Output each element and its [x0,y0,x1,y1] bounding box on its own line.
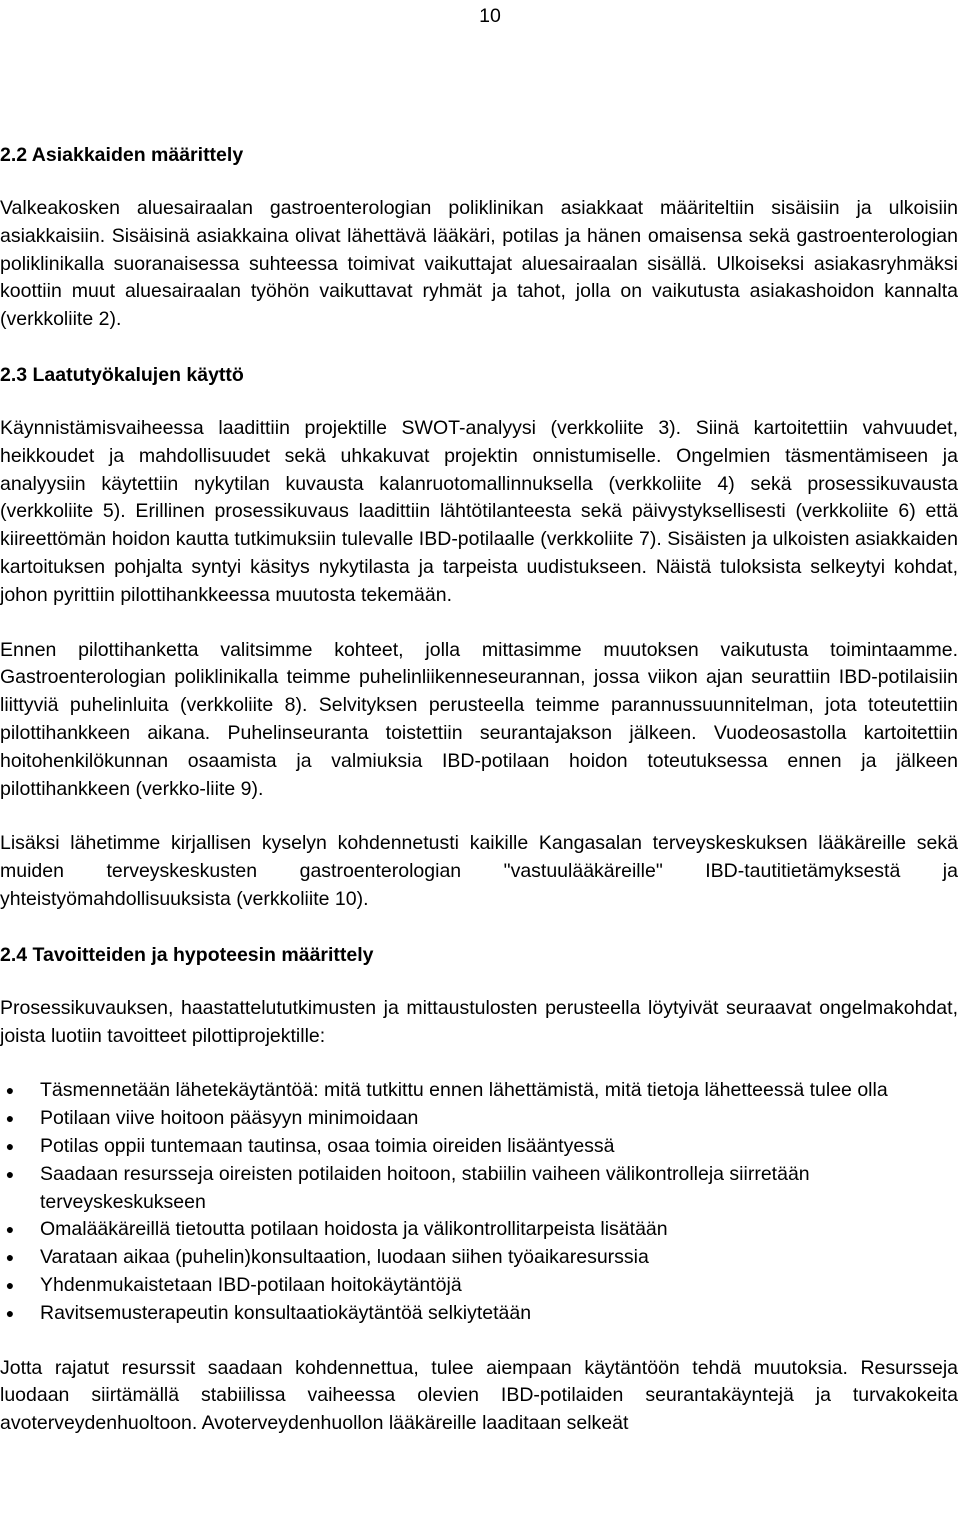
paragraph: Käynnistämisvaiheessa laadittiin projektille SWOT-analyysi (verkkoliite 3). Siinä kartoitettiin vahvuudet, heikkoudet ja mahdollisuudet sekä uhkakuvat projektin onnistumiselle. Ongelmien täsmentämiseen ja analyysiin käytettiin nykytilan kuvausta kalanruotomallinnuksella (verkkoliite 4) sekä prosessikuvausta (verkkoliite 5). Erillinen prosessikuvaus laadittiin lähtötilanteesta sekä päivystyksellisesti (verkkoliite 6) että kiireettömän hoidon kautta tutkimuksiin tulevalle IBD-potilaalle (verkkoliite 7). Sisäisten ja ulkoisten asiakkaiden kartoituksen pohjalta syntyi käsitys nykytilasta ja tarpeista uudistukseen. Näistä tuloksista selkeytyi kohdat, johon pyrittiin pilottihankkeessa muutosta tekemään. [0,416,958,606]
list-item-text: Saadaan resursseja oireisten potilaiden hoitoon, stabiilin vaiheen välikontrolleja siirretään terveyskeskukseen [40,1162,810,1213]
list-item [0,1161,958,1217]
list-item-text: Varataan aikaa (puhelin)konsultaation, luodaan siihen työaikaresurssia [40,1246,649,1269]
list-item [0,1272,958,1300]
bullet-icon: ● [5,1221,15,1238]
bullet-icon: ● [5,1165,15,1182]
list-item-text: Potilaan viive hoitoon pääsyyn minimoidaan [40,1107,419,1130]
section-heading: 2.3 Laatutyökalujen käyttö [0,363,244,386]
paragraph: Jotta rajatut resurssit saadaan kohdennettua, tulee aiempaan käytäntöön tehdä muutoksia. Resursseja luodaan siirtämällä stabiilissa vaiheessa olevien IBD-potilaiden seurantakäyntejä ja turvakokeita avoterveydenhuoltoon. Avoterveydenhuollon lääkäreille laaditaan selkeät [0,1356,958,1435]
section-asiakkaiden-maarittely [0,141,958,334]
paragraph: Valkeakosken aluesairaalan gastroenterologian poliklinikan asiakkaat määriteltiin sisäisiin ja ulkoisiin asiakkaisiin. Sisäisinä asiakkaina olivat lähettävä lääkäri, potilas ja hänen omaisensa sekä gastroenterologian poliklinikalla suoranaisessa suhteessa toimivat vaikuttajat aluesairaalan sisällä. Ulkoiseksi asiakasryhmäksi koottiin muut aluesairaalan työhön vaikuttavat ryhmät ja tahot, jolla on vaikutusta asiakashoidon kannalta (verkkoliite 2). [0,197,958,331]
list-item [0,1244,958,1272]
section-tavoitteiden-maarittely [0,941,958,1438]
bullet-icon: ● [5,1137,15,1154]
section-laatutyokalujen-kaytto [0,361,958,914]
page-number: 10 [479,5,501,27]
list-item-text: Täsmennetään lähetekäytäntöä: mitä tutkittu ennen lähettämistä, mitä tietoja lähetteessä tulee olla [40,1079,888,1102]
bullet-icon: ● [5,1304,15,1321]
bullet-icon: ● [5,1249,15,1266]
paragraph: Prosessikuvauksen, haastattelututkimusten ja mittaustulosten perusteella löytyivät seuraavat ongelmakohdat, joista luotiin tavoitteet pilottiprojektille: [0,996,958,1047]
list-item [0,1133,958,1161]
paragraph: Lisäksi lähetimme kirjallisen kyselyn kohdennetusti kaikille Kangasalan terveyskeskuksen lääkäreille sekä muiden terveyskeskusten gastroenterologian "vastuulääkäreille" IBD-tautitietämyksestä ja yhteistyömahdollisuuksista (verkkoliite 10). [0,832,958,910]
list-item [0,1105,958,1133]
list-item [0,1077,958,1105]
list-item [0,1300,958,1328]
list-item-text: Omalääkäreillä tietoutta potilaan hoidosta ja välikontrollitarpeista lisätään [40,1218,668,1241]
section-heading: 2.2 Asiakkaiden määrittely [0,144,244,166]
section-heading: 2.4 Tavoitteiden ja hypoteesin määrittely [0,943,374,966]
list-item-text: Ravitsemusterapeutin konsultaatiokäytäntöä selkiytetään [40,1301,532,1324]
goal-list [0,1077,958,1327]
document-body [0,141,958,1438]
bullet-icon: ● [5,1082,15,1099]
bullet-icon: ● [5,1276,15,1293]
list-item [0,1216,958,1244]
list-item-text: Yhdenmukaistetaan IBD-potilaan hoitokäytäntöjä [40,1273,462,1296]
list-item-text: Potilas oppii tuntemaan tautinsa, osaa toimia oireiden lisääntyessä [40,1134,615,1157]
bullet-icon: ● [5,1110,15,1127]
paragraph: Ennen pilottihanketta valitsimme kohteet, jolla mittasimme muutoksen vaikutusta toimintaamme. Gastroenterologian poliklinikalla teimme puhelinliikenneseurannan, jossa viikon ajan seurattiin IBD-potilaisiin liittyviä puhelinluita (verkkoliite 8). Selvityksen perusteella teimme parannussuunnitelman, jota toteutettiin pilottihankkeen aikana. Puhelinseuranta toistettiin seurantajakson jälkeen. Vuodeosastolla kartoitettiin hoitohenkilökunnan osaamista ja valmiuksia IBD-potilaan hoidon toteutuksessa ennen ja jälkeen pilottihankkeen (verkko-liite 9). [0,638,958,800]
